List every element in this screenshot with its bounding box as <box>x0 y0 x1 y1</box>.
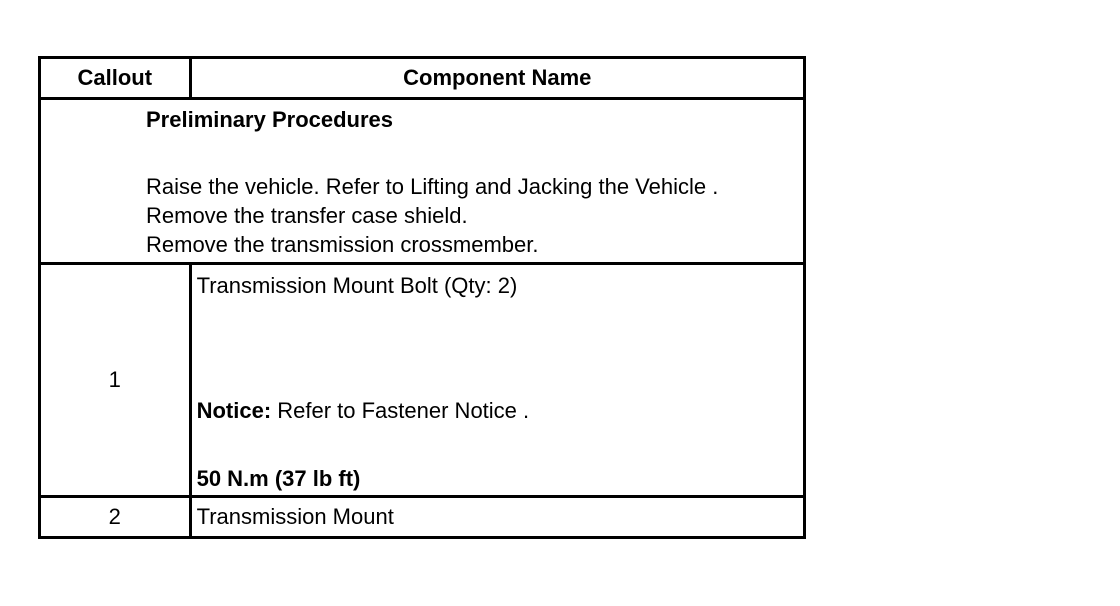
callout-cell: 2 <box>40 497 191 538</box>
component-name: Transmission Mount <box>190 497 804 538</box>
preliminary-title: Preliminary Procedures <box>146 107 394 132</box>
preliminary-step: Raise the vehicle. Refer to Lifting and Jacking the Vehicle . <box>146 174 719 199</box>
column-header-callout: Callout <box>40 58 191 99</box>
callout-cell: 1 <box>40 264 191 497</box>
component-cell <box>190 264 804 497</box>
table-header-row <box>40 58 805 99</box>
notice-label: Notice: <box>196 398 272 423</box>
preliminary-row <box>40 99 805 264</box>
preliminary-cell <box>40 99 805 264</box>
table-row <box>40 264 805 497</box>
table-row <box>40 497 805 538</box>
component-name: Transmission Mount Bolt (Qty: 2) <box>196 273 518 298</box>
component-table <box>38 56 806 539</box>
preliminary-step: Remove the transmission crossmember. <box>146 232 539 257</box>
torque-spec: 50 N.m (37 lb ft) <box>196 466 361 491</box>
notice-text: Refer to Fastener Notice . <box>271 398 530 423</box>
preliminary-step: Remove the transfer case shield. <box>146 203 468 228</box>
notice-line <box>197 396 803 425</box>
column-header-component-name: Component Name <box>190 58 804 99</box>
